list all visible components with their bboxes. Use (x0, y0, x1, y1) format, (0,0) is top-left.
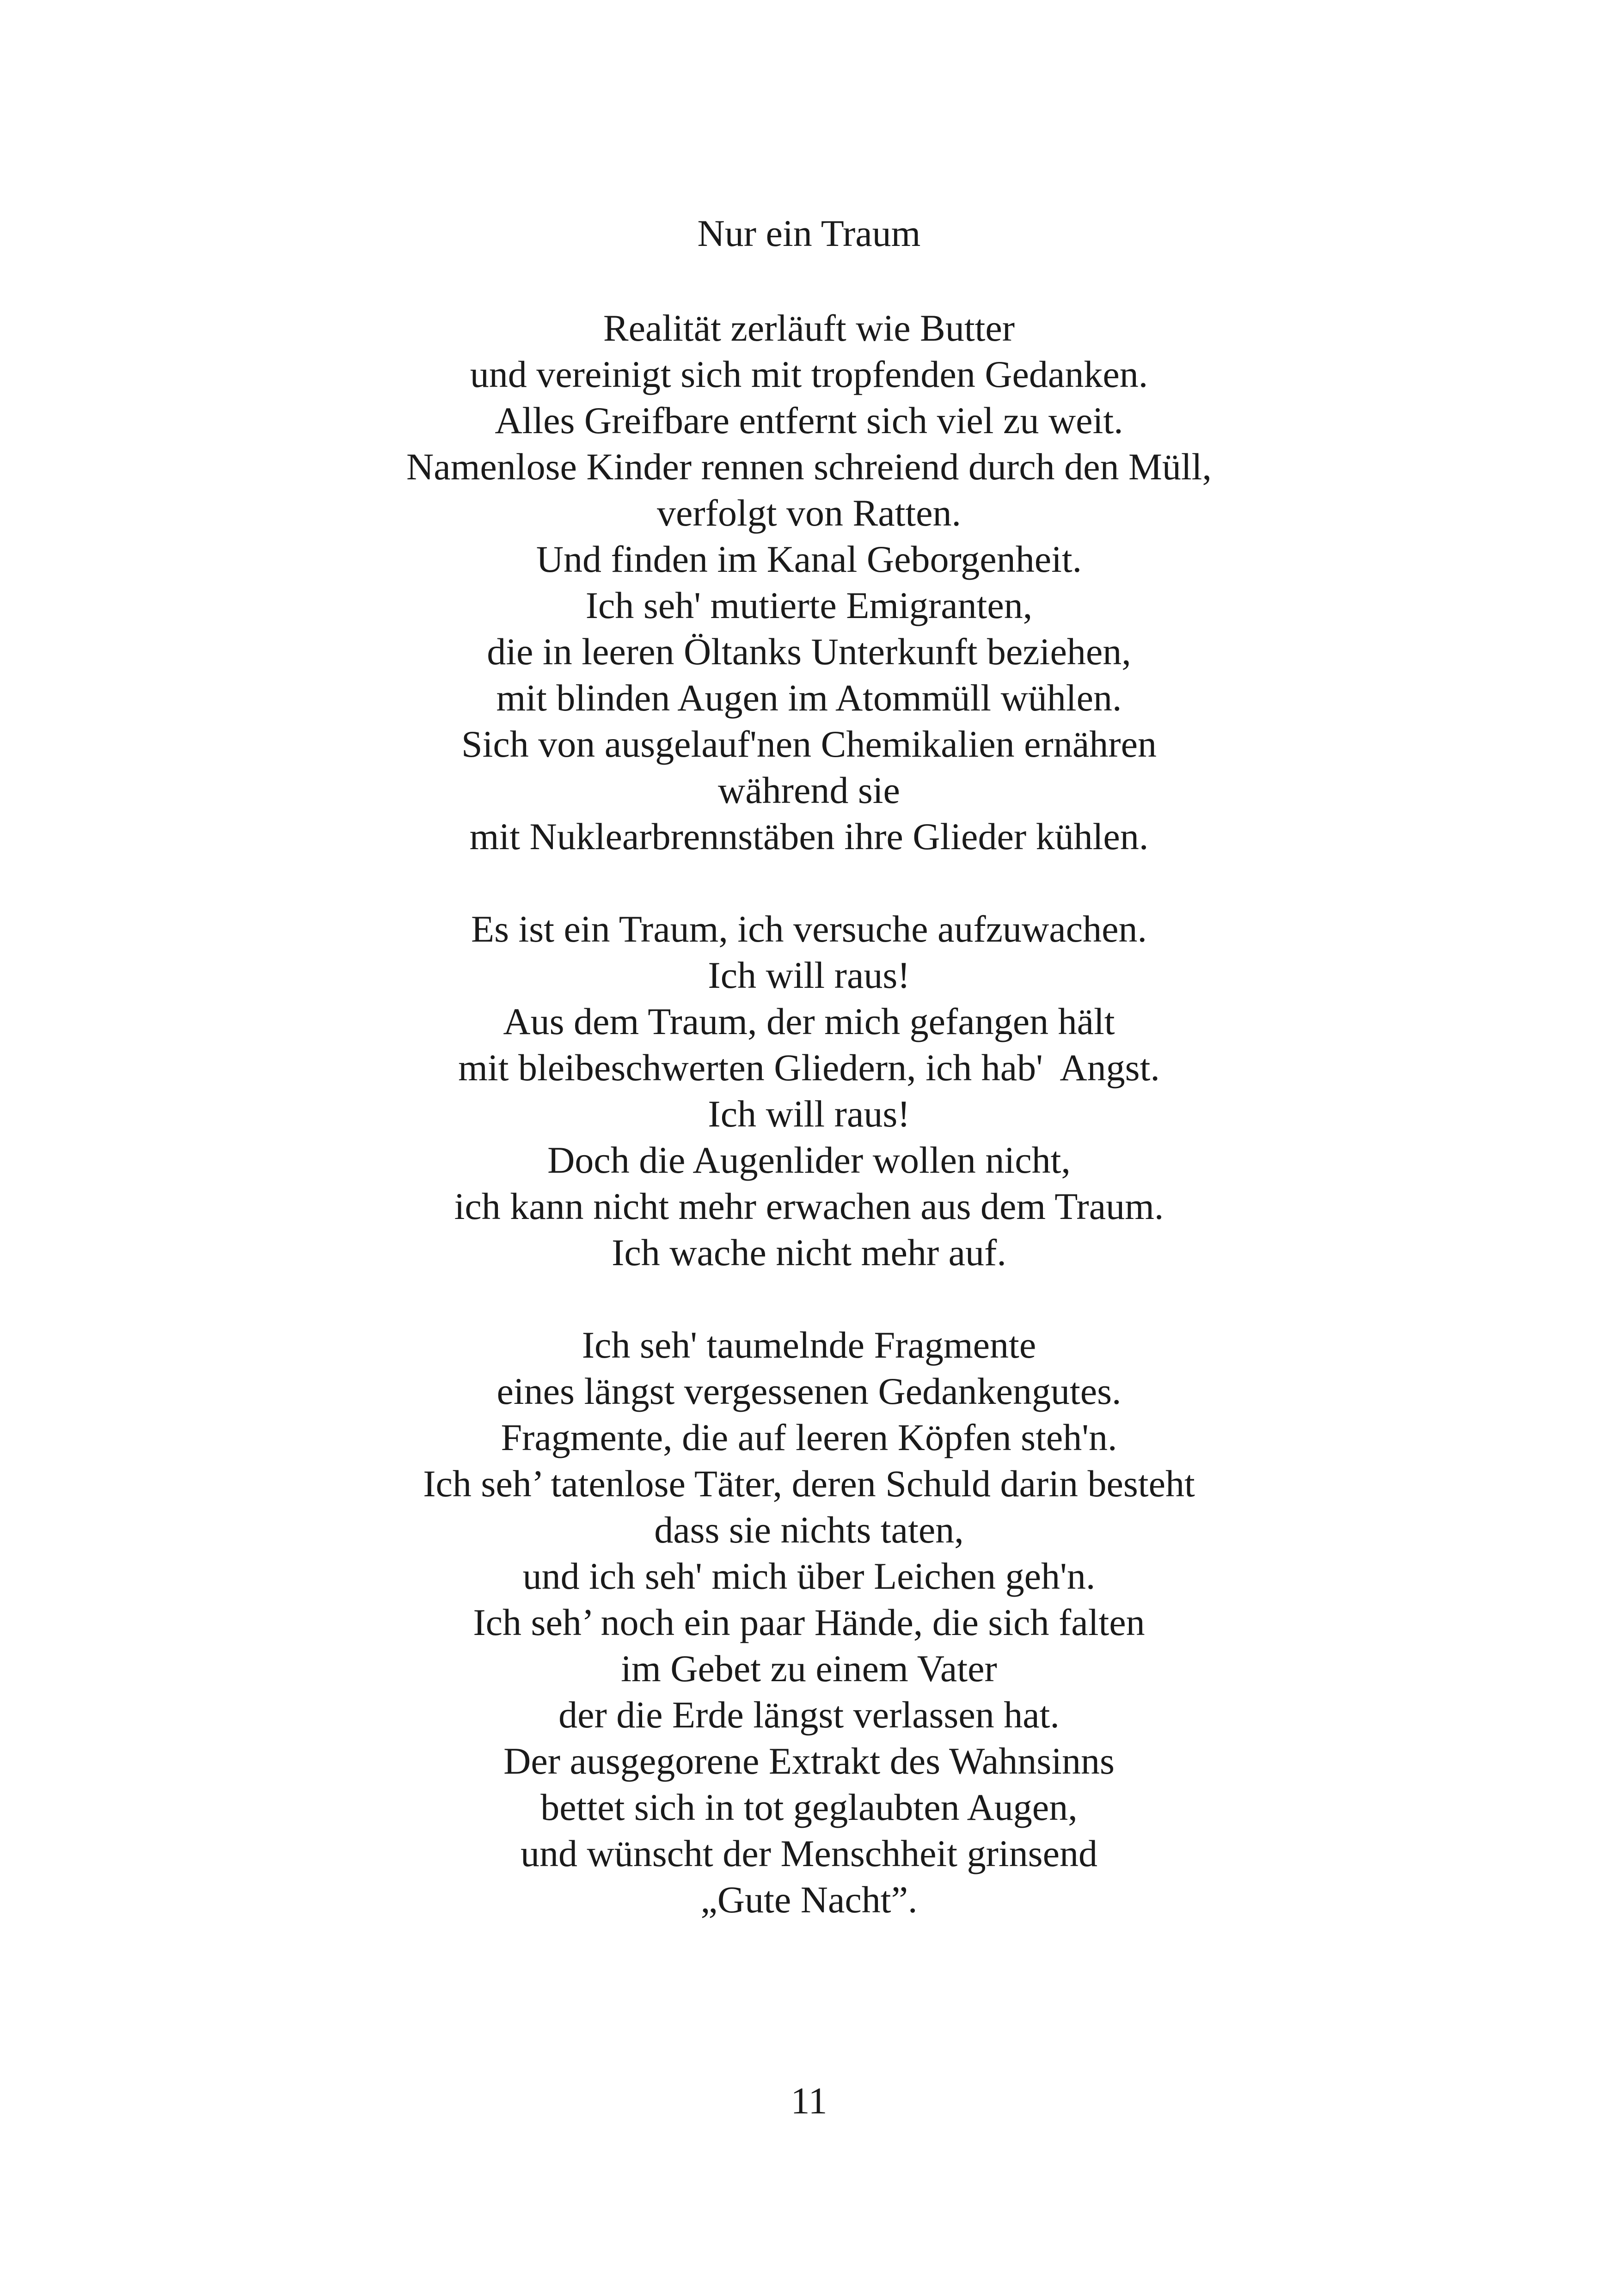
poem-line: Ich wache nicht mehr auf. (612, 1231, 1006, 1274)
poem-line: Alles Greifbare entfernt sich viel zu weit. (495, 399, 1123, 441)
poem-line: Sich von ausgelauf'nen Chemikalien ernähren (461, 723, 1157, 765)
poem-line: im Gebet zu einem Vater (621, 1647, 997, 1690)
poem-line: der die Erde längst verlassen hat. (558, 1694, 1060, 1736)
poem-line: mit bleibeschwerten Gliedern, ich hab' Angst. (458, 1047, 1160, 1089)
poem-line: mit blinden Augen im Atommüll wühlen. (496, 677, 1122, 719)
poem-line: Der ausgegorene Extrakt des Wahnsinns (503, 1740, 1115, 1782)
poem-line: und wünscht der Menschheit grinsend (521, 1832, 1097, 1874)
poem-line: mit Nuklearbrennstäben ihre Glieder kühlen. (469, 815, 1149, 857)
poem-line: Doch die Augenlider wollen nicht, (547, 1139, 1071, 1181)
poem-line: Es ist ein Traum, ich versuche aufzuwachen. (471, 908, 1147, 950)
poem-line: Ich will raus! (708, 1093, 910, 1135)
stanza (0, 906, 1618, 1276)
poem-line: Aus dem Traum, der mich gefangen hält (503, 1000, 1115, 1042)
poem-line: die in leeren Öltanks Unterkunft beziehen, (487, 631, 1131, 673)
poem-line: Und finden im Kanal Geborgenheit. (536, 538, 1082, 580)
poem-line: Fragmente, die auf leeren Köpfen steh'n. (501, 1416, 1117, 1458)
poem-line: Realität zerläuft wie Butter (603, 307, 1015, 349)
stanza (0, 1322, 1618, 1923)
poem-line: Namenlose Kinder rennen schreiend durch den Müll, (406, 446, 1212, 488)
poem-title: Nur ein Traum (697, 212, 921, 254)
poem-line: ich kann nicht mehr erwachen aus dem Traum. (454, 1185, 1164, 1227)
poem-line: Ich will raus! (708, 954, 910, 996)
poem-line: eines längst vergessenen Gedankengutes. (496, 1370, 1122, 1412)
stanza (0, 305, 1618, 860)
poem-line: Ich seh' mutierte Emigranten, (585, 584, 1033, 626)
poem-line: Ich seh’ noch ein paar Hände, die sich falten (473, 1601, 1145, 1643)
poem-line: „Gute Nacht”. (700, 1879, 918, 1921)
poem-line: während sie (718, 769, 900, 811)
poem-line: dass sie nichts taten, (654, 1509, 964, 1551)
poem-line: verfolgt von Ratten. (656, 492, 962, 534)
poem-line: bettet sich in tot geglaubten Augen, (540, 1786, 1078, 1828)
poem-line: und ich seh' mich über Leichen geh'n. (522, 1555, 1096, 1597)
poem-line: und vereinigt sich mit tropfenden Gedanken. (470, 353, 1148, 395)
poem-line: Ich seh' taumelnde Fragmente (582, 1324, 1036, 1366)
poem-line: Ich seh’ tatenlose Täter, deren Schuld darin besteht (423, 1463, 1195, 1505)
page-number: 11 (791, 2080, 827, 2122)
